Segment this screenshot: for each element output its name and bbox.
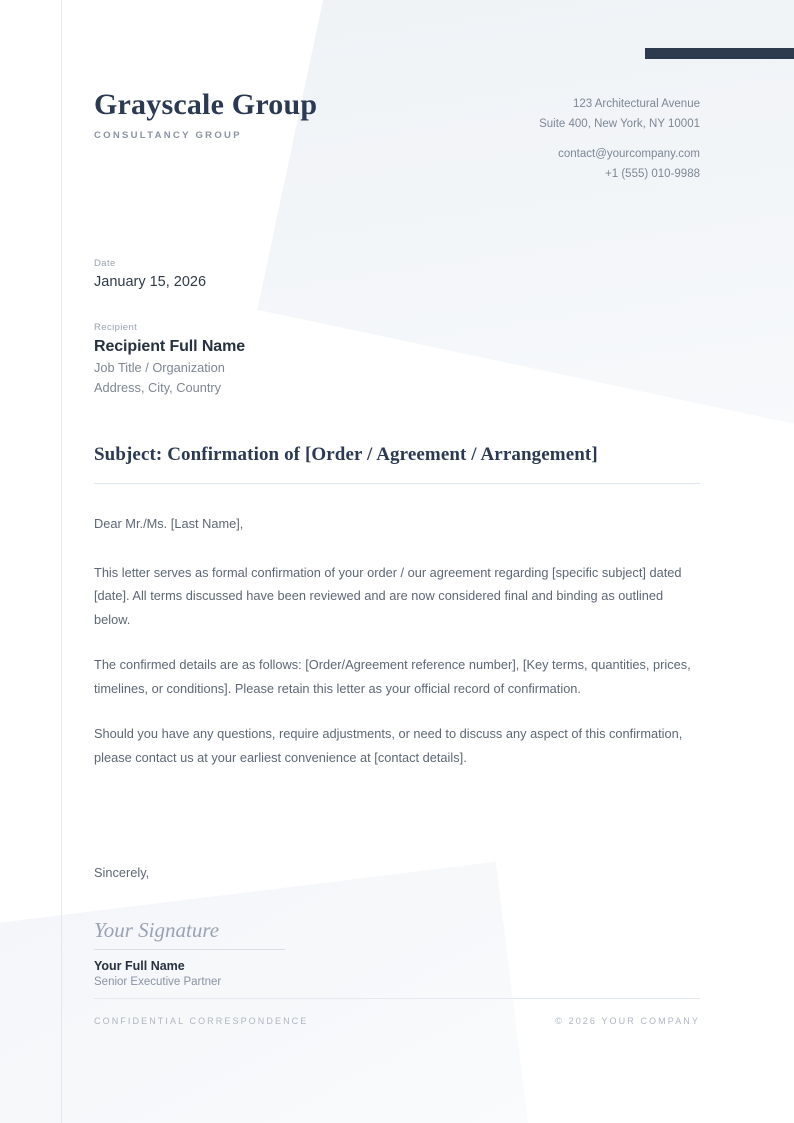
body-paragraph-1: This letter serves as formal confirmation of your order / our agreement regarding [specific subject] dated [date]. All terms discussed have been reviewed and are now considered final and binding as outlined below.: [94, 564, 682, 627]
contact-address-line-2: Suite 400, New York, NY 10001: [539, 118, 700, 130]
salutation: Dear Mr./Ms. [Last Name],: [94, 516, 244, 531]
body-paragraph-2: The confirmed details are as follows: [Order/Agreement reference number], [Key terms, quantities, prices, timelines, or conditions]. Please retain this letter as your official record of confirmation.: [94, 657, 691, 696]
brand-block: [94, 88, 317, 141]
subject-divider: [94, 483, 700, 484]
company-name: Grayscale Group: [94, 88, 318, 121]
recipient-block: [94, 322, 700, 398]
closing-salutation: Sincerely,: [94, 865, 150, 880]
signature-script: Your Signature: [94, 918, 220, 942]
signature-rule: [94, 949, 285, 950]
subject-line: Subject: Confirmation of [Order / Agreement / Arrangement]: [94, 444, 598, 465]
signer-title: Senior Executive Partner: [94, 976, 222, 988]
footer-confidentiality-note: CONFIDENTIAL CORRESPONDENCE: [94, 1016, 309, 1026]
footer-copyright: © 2026 YOUR COMPANY: [555, 1016, 700, 1026]
date-block: [94, 258, 700, 290]
contact-phone[interactable]: +1 (555) 010-9988: [605, 168, 700, 180]
letter-footer: [94, 998, 700, 1026]
contact-email[interactable]: contact@yourcompany.com: [558, 148, 700, 160]
recipient-name: Recipient Full Name: [94, 338, 246, 355]
letter-body: [94, 512, 700, 769]
recipient-address: Address, City, Country: [94, 380, 222, 395]
accent-bar: [645, 48, 794, 59]
contact-block: [539, 88, 700, 184]
contact-address-line-1: 123 Architectural Avenue: [572, 98, 700, 110]
footer-divider: [94, 998, 700, 999]
signer-name: Your Full Name: [94, 959, 185, 973]
date-label: Date: [94, 258, 116, 269]
recipient-label: Recipient: [94, 322, 138, 333]
company-tagline: CONSULTANCY GROUP: [94, 130, 242, 141]
date-value: January 15, 2026: [94, 274, 207, 290]
footer-row: [94, 1016, 700, 1026]
body-paragraph-3: Should you have any questions, require adjustments, or need to discuss any aspect of this confirmation, please contact us at your earliest convenience at [contact details].: [94, 726, 683, 765]
recipient-role: Job Title / Organization: [94, 360, 225, 375]
letter-header: [94, 0, 700, 184]
